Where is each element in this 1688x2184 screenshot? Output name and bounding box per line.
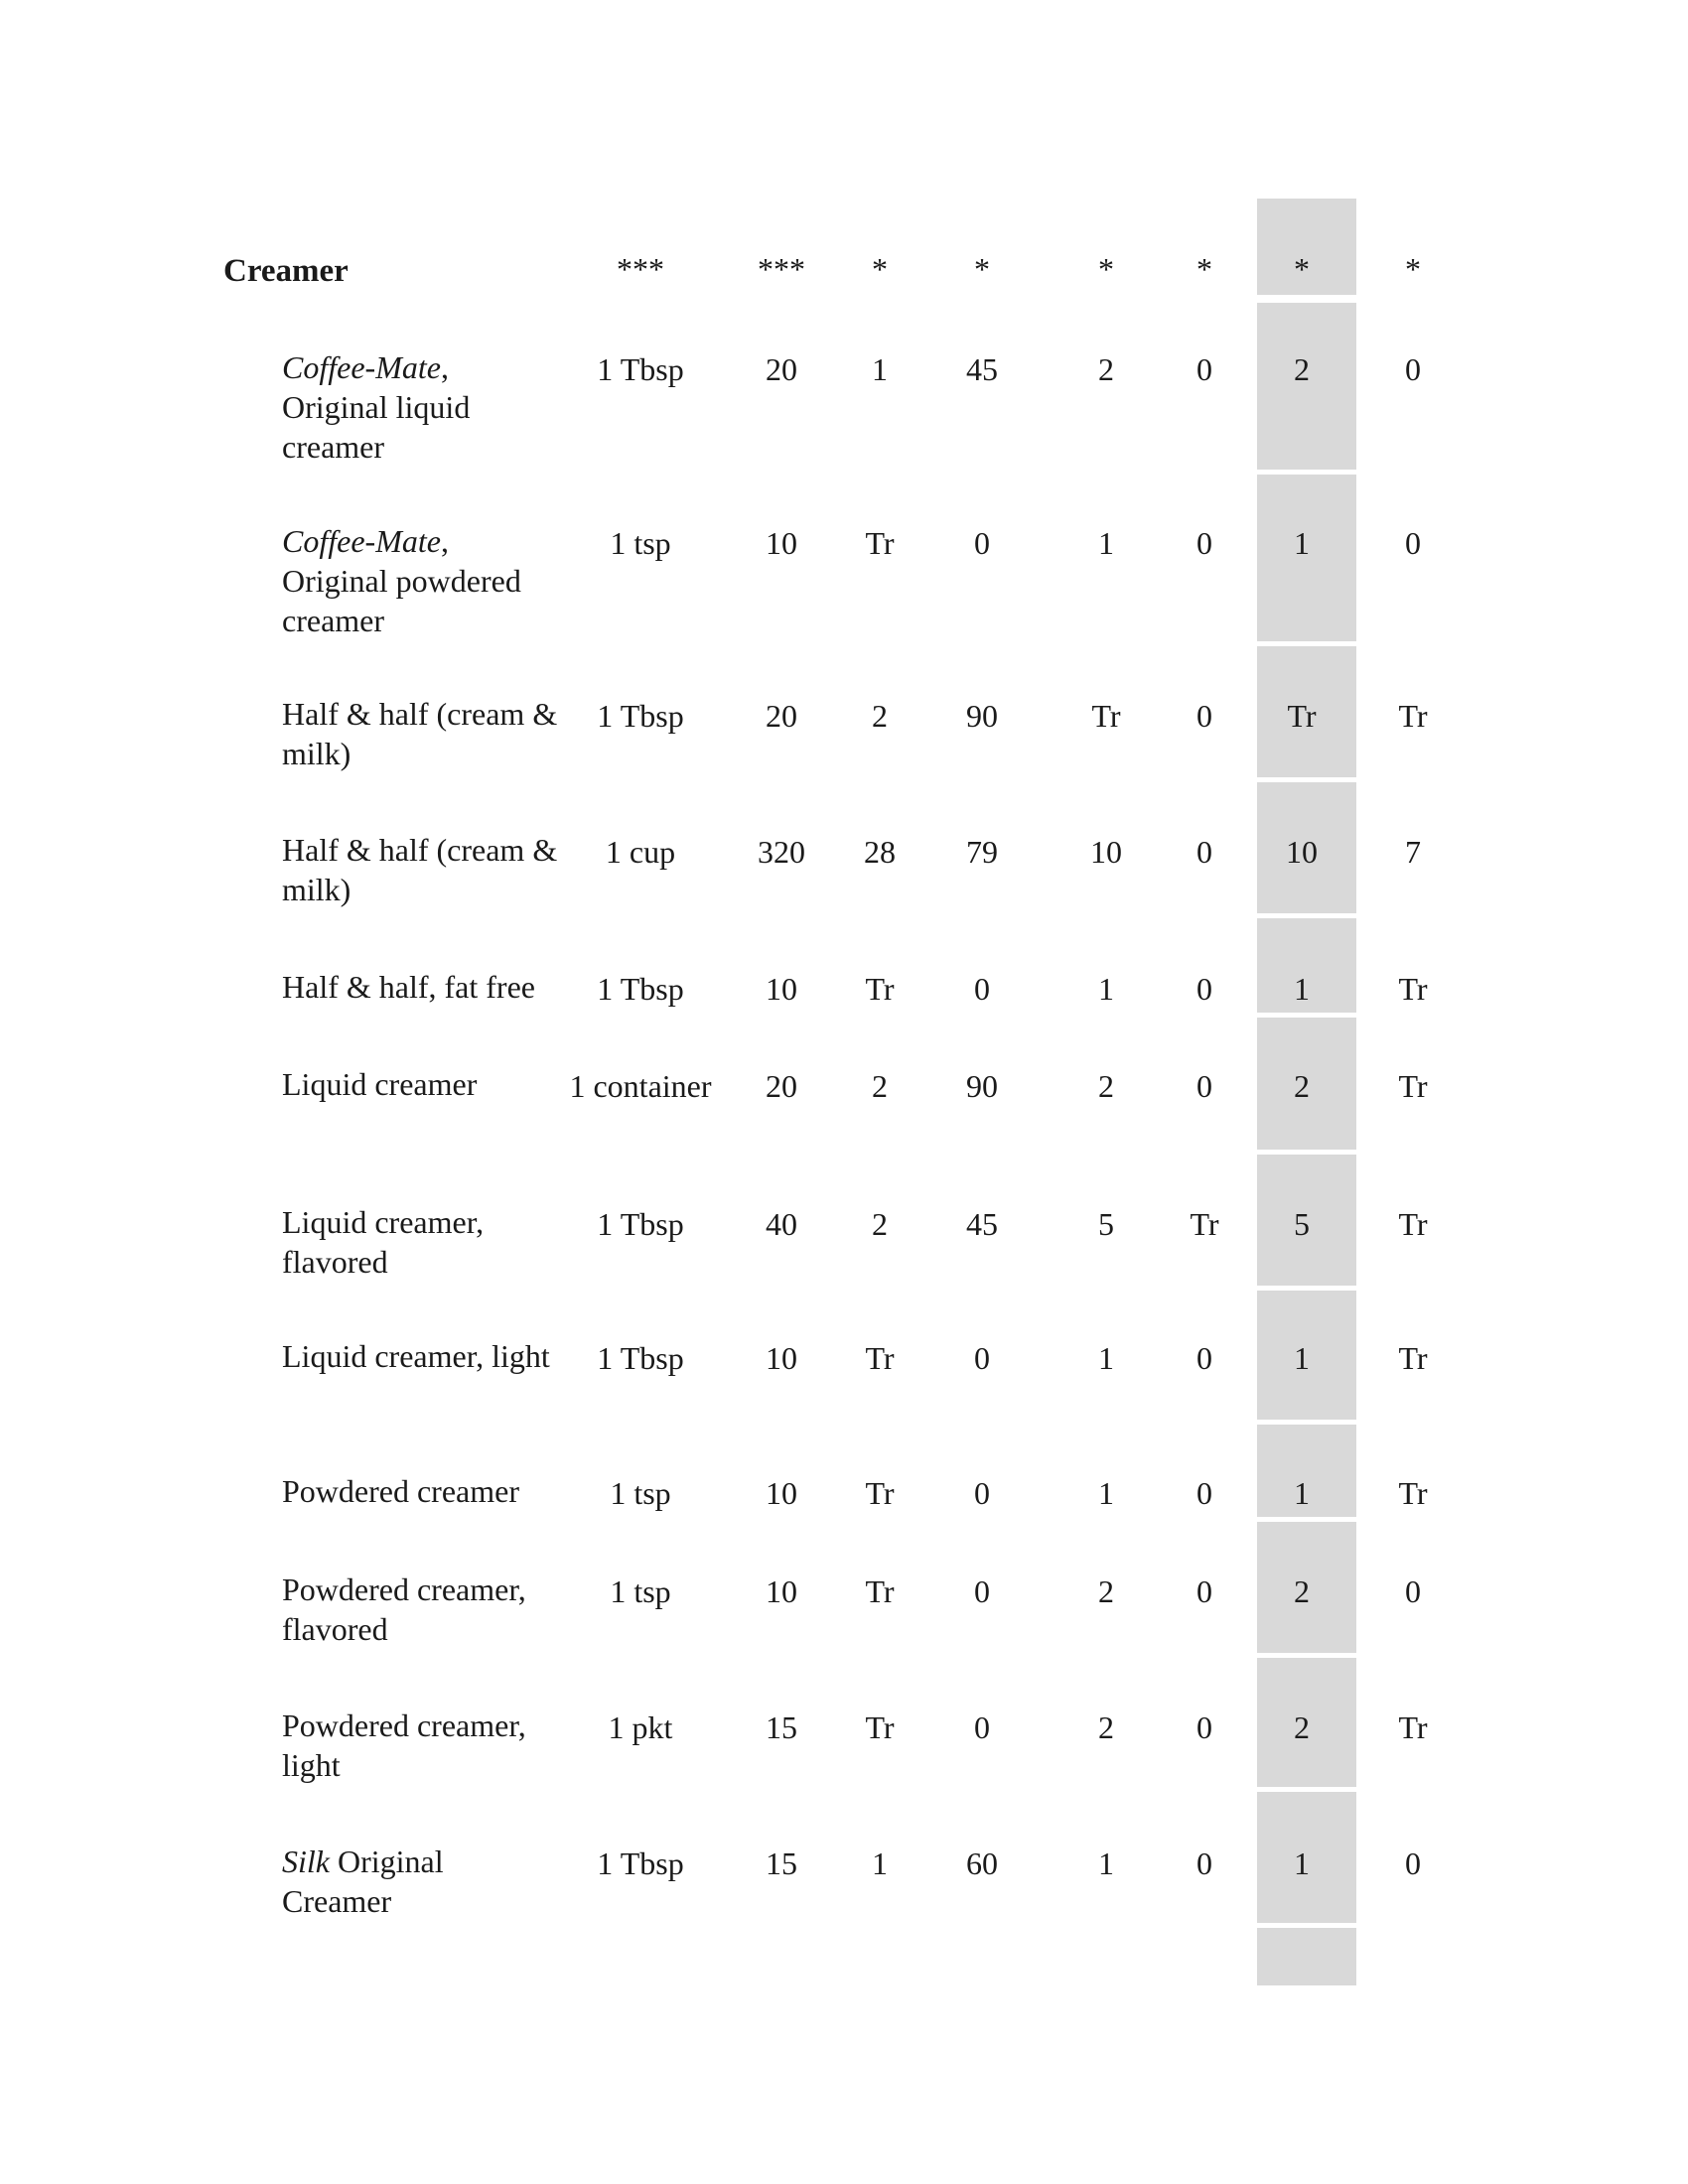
table-cell: 2 bbox=[1098, 351, 1114, 387]
table-cell: 15 bbox=[766, 1845, 797, 1881]
table-cell: 0 bbox=[974, 1340, 990, 1376]
header-mark: * bbox=[872, 251, 888, 287]
brand-name: Silk bbox=[282, 1843, 330, 1879]
table-cell: Tr bbox=[1398, 971, 1428, 1007]
table-cell: 1 bbox=[1294, 525, 1310, 561]
table-cell: 1 pkt bbox=[608, 1709, 673, 1745]
food-name bbox=[282, 1706, 560, 1785]
table-cell: 0 bbox=[1196, 971, 1212, 1007]
table-cell: Tr bbox=[865, 1340, 895, 1376]
table-cell: 1 bbox=[1294, 1845, 1310, 1881]
food-description: Half & half, fat free bbox=[282, 969, 535, 1005]
table-cell: 0 bbox=[974, 1475, 990, 1511]
table-cell: 10 bbox=[766, 1573, 797, 1609]
highlight-column-band bbox=[1257, 1928, 1356, 1985]
table-cell: Tr bbox=[1398, 1709, 1428, 1745]
table-cell: 10 bbox=[766, 971, 797, 1007]
table-cell: Tr bbox=[865, 1709, 895, 1745]
table-cell: 0 bbox=[974, 1709, 990, 1745]
header-mark: * bbox=[1294, 251, 1310, 287]
table-cell: 1 tsp bbox=[610, 1573, 671, 1609]
food-name bbox=[282, 1471, 560, 1511]
table-cell: 7 bbox=[1405, 834, 1421, 870]
table-cell: Tr bbox=[1398, 1475, 1428, 1511]
table-cell: 1 bbox=[1098, 1845, 1114, 1881]
food-description: Powdered creamer, flavored bbox=[282, 1571, 526, 1647]
table-cell: 0 bbox=[1405, 351, 1421, 387]
food-description: Half & half (cream & milk) bbox=[282, 832, 558, 907]
food-name bbox=[282, 830, 560, 909]
food-name bbox=[282, 1336, 560, 1376]
food-name bbox=[282, 521, 560, 640]
table-cell: 1 bbox=[1294, 971, 1310, 1007]
brand-name: Coffee-Mate bbox=[282, 523, 441, 559]
table-cell: 1 cup bbox=[605, 834, 676, 870]
table-cell: 10 bbox=[1090, 834, 1122, 870]
table-cell: Tr bbox=[1398, 1206, 1428, 1242]
table-cell: 1 Tbsp bbox=[597, 351, 684, 387]
header-mark: * bbox=[1098, 251, 1114, 287]
table-cell: 20 bbox=[766, 351, 797, 387]
food-description: Liquid creamer, flavored bbox=[282, 1204, 485, 1280]
table-cell: 2 bbox=[1294, 351, 1310, 387]
table-cell: 0 bbox=[1196, 698, 1212, 734]
food-description: , Original liquid creamer bbox=[282, 349, 471, 465]
table-cell: 0 bbox=[1196, 1845, 1212, 1881]
table-cell: 1 bbox=[1098, 1340, 1114, 1376]
table-cell: 1 bbox=[872, 1845, 888, 1881]
table-cell: 20 bbox=[766, 1068, 797, 1104]
table-cell: 1 Tbsp bbox=[597, 1206, 684, 1242]
header-mark: *** bbox=[617, 251, 664, 287]
food-name bbox=[282, 1842, 560, 1921]
table-cell: Tr bbox=[1287, 698, 1317, 734]
table-cell: 1 bbox=[1098, 1475, 1114, 1511]
table-cell: 2 bbox=[1294, 1573, 1310, 1609]
food-name bbox=[282, 1202, 560, 1282]
food-description: , Original powdered creamer bbox=[282, 523, 521, 638]
table-cell: 90 bbox=[966, 1068, 998, 1104]
table-cell: 1 Tbsp bbox=[597, 971, 684, 1007]
table-cell: 79 bbox=[966, 834, 998, 870]
table-cell: 10 bbox=[766, 525, 797, 561]
food-name bbox=[282, 1570, 560, 1649]
table-cell: 0 bbox=[974, 525, 990, 561]
food-name bbox=[282, 347, 560, 467]
food-description: Liquid creamer bbox=[282, 1066, 478, 1102]
table-cell: 15 bbox=[766, 1709, 797, 1745]
table-cell: 5 bbox=[1294, 1206, 1310, 1242]
food-description: Powdered creamer, light bbox=[282, 1707, 526, 1783]
header-mark: * bbox=[1196, 251, 1212, 287]
table-cell: 45 bbox=[966, 1206, 998, 1242]
table-cell: 1 bbox=[1294, 1340, 1310, 1376]
table-cell: 1 Tbsp bbox=[597, 698, 684, 734]
table-cell: 10 bbox=[1286, 834, 1318, 870]
food-name bbox=[282, 1064, 560, 1104]
table-cell: Tr bbox=[865, 525, 895, 561]
table-cell: 1 bbox=[1294, 1475, 1310, 1511]
table-cell: Tr bbox=[1398, 1068, 1428, 1104]
table-cell: Tr bbox=[1398, 1340, 1428, 1376]
table-cell: 0 bbox=[1196, 1068, 1212, 1104]
table-cell: 90 bbox=[966, 698, 998, 734]
food-description: Half & half (cream & milk) bbox=[282, 696, 558, 771]
brand-name: Coffee-Mate bbox=[282, 349, 441, 385]
table-cell: 10 bbox=[766, 1340, 797, 1376]
table-cell: 1 Tbsp bbox=[597, 1845, 684, 1881]
table-cell: 2 bbox=[1098, 1068, 1114, 1104]
table-cell: 0 bbox=[1405, 1845, 1421, 1881]
table-cell: 2 bbox=[872, 698, 888, 734]
table-cell: 320 bbox=[758, 834, 805, 870]
table-cell: 0 bbox=[1196, 525, 1212, 561]
table-cell: Tr bbox=[1398, 698, 1428, 734]
food-name bbox=[282, 694, 560, 773]
food-name bbox=[282, 967, 560, 1007]
table-cell: 2 bbox=[872, 1206, 888, 1242]
table-cell: 1 tsp bbox=[610, 1475, 671, 1511]
table-cell: 1 Tbsp bbox=[597, 1340, 684, 1376]
food-description: Original Creamer bbox=[282, 1843, 444, 1919]
header-mark: * bbox=[974, 251, 990, 287]
table-cell: 0 bbox=[1196, 1709, 1212, 1745]
table-cell: 1 container bbox=[569, 1068, 712, 1104]
section-title: Creamer bbox=[223, 253, 349, 289]
table-cell: 1 bbox=[872, 351, 888, 387]
table-cell: 1 tsp bbox=[610, 525, 671, 561]
table-cell: Tr bbox=[865, 1475, 895, 1511]
table-cell: 0 bbox=[1405, 525, 1421, 561]
food-description: Powdered creamer bbox=[282, 1473, 519, 1509]
table-cell: 0 bbox=[1196, 1475, 1212, 1511]
table-cell: 0 bbox=[1405, 1573, 1421, 1609]
table-cell: 0 bbox=[974, 1573, 990, 1609]
table-cell: 0 bbox=[1196, 351, 1212, 387]
table-cell: 2 bbox=[1098, 1709, 1114, 1745]
header-mark: *** bbox=[758, 251, 805, 287]
table-cell: 2 bbox=[872, 1068, 888, 1104]
table-cell: Tr bbox=[1091, 698, 1121, 734]
table-cell: 1 bbox=[1098, 525, 1114, 561]
table-cell: 1 bbox=[1098, 971, 1114, 1007]
header-mark: * bbox=[1405, 251, 1421, 287]
table-cell: 40 bbox=[766, 1206, 797, 1242]
table-cell: Tr bbox=[1190, 1206, 1219, 1242]
table-cell: 45 bbox=[966, 351, 998, 387]
table-cell: 20 bbox=[766, 698, 797, 734]
table-cell: 2 bbox=[1294, 1068, 1310, 1104]
table-cell: 2 bbox=[1294, 1709, 1310, 1745]
table-cell: 0 bbox=[974, 971, 990, 1007]
table-cell: 5 bbox=[1098, 1206, 1114, 1242]
table-cell: 28 bbox=[864, 834, 896, 870]
table-cell: 0 bbox=[1196, 834, 1212, 870]
table-cell: Tr bbox=[865, 1573, 895, 1609]
table-cell: 0 bbox=[1196, 1573, 1212, 1609]
table-cell: 10 bbox=[766, 1475, 797, 1511]
table-cell: 0 bbox=[1196, 1340, 1212, 1376]
table-cell: 60 bbox=[966, 1845, 998, 1881]
table-cell: 2 bbox=[1098, 1573, 1114, 1609]
food-description: Liquid creamer, light bbox=[282, 1338, 550, 1374]
table-cell: Tr bbox=[865, 971, 895, 1007]
